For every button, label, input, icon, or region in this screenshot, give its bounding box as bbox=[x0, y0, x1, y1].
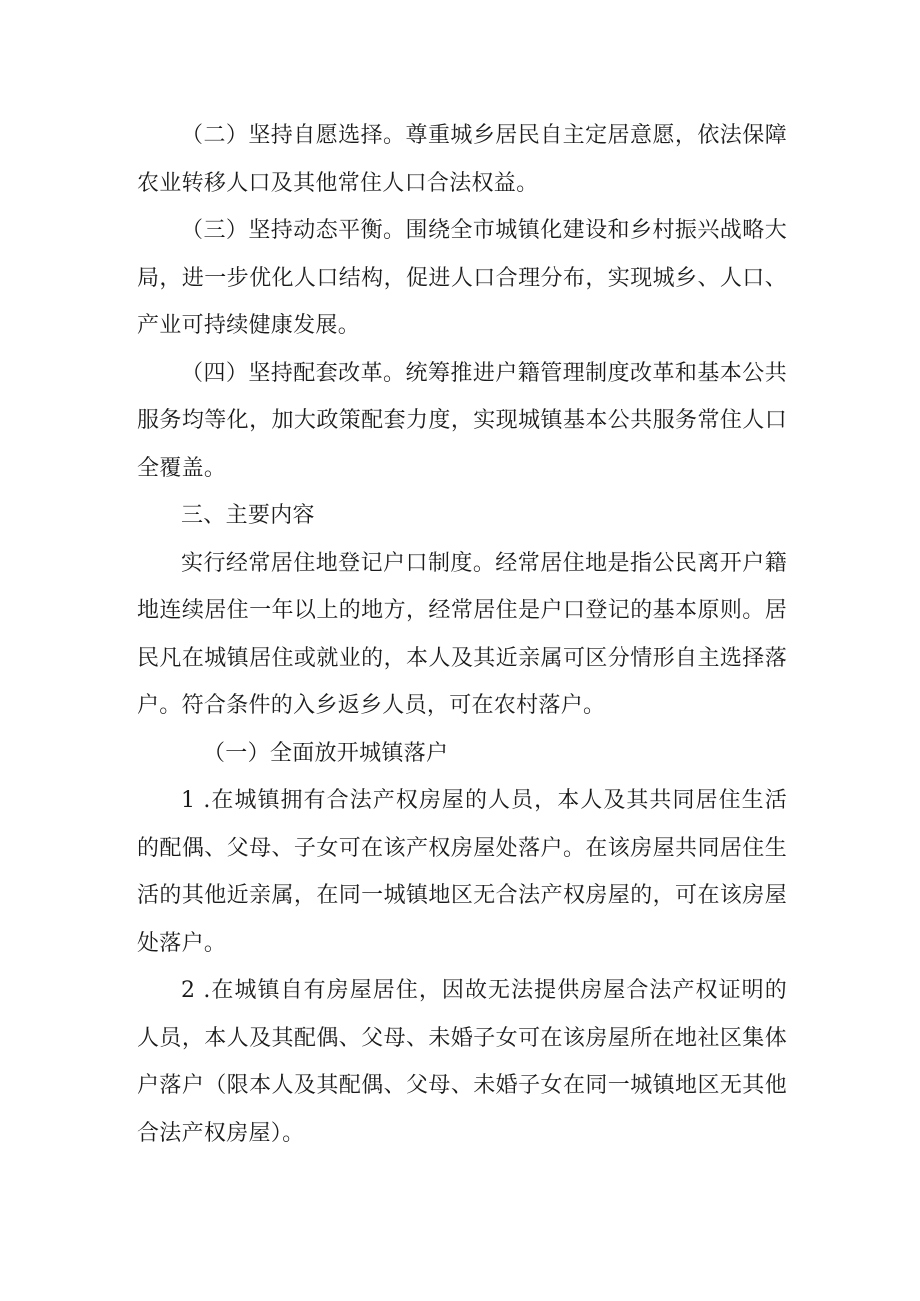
paragraph-principle-3: （三）坚持动态平衡。围绕全市城镇化建设和乡村振兴战略大局，进一步优化人口结构，促进人口合理分布，实现城乡、人口、产业可持续健康发展。 bbox=[137, 218, 787, 338]
section-heading-main-content: 三、主要内容 bbox=[181, 503, 315, 528]
paragraph-item-2: 2 .在城镇自有房屋居住，因故无法提供房屋合法产权证明的人员，本人及其配偶、父母、未婚子女可在该房屋所在地社区集体户落户（限本人及其配偶、父母、未婚子女在同一城镇地区无其他合法产权房屋）。 bbox=[137, 978, 787, 1146]
paragraph-item-1: 1 .在城镇拥有合法产权房屋的人员，本人及其共同居住生活的配偶、父母、子女可在该产权房屋处落户。在该房屋共同居住生活的其他近亲属，在同一城镇地区无合法产权房屋的，可在该房屋处落户。 bbox=[137, 788, 787, 956]
document-page bbox=[137, 112, 787, 1157]
paragraph-principle-2: （二）坚持自愿选择。尊重城乡居民自主定居意愿，依法保障农业转移人口及其他常住人口合法权益。 bbox=[137, 123, 787, 196]
subsection-heading-urban-settlement: （一）全面放开城镇落户 bbox=[203, 740, 449, 766]
paragraph-residence-registration: 实行经常居住地登记户口制度。经常居住地是指公民离开户籍地连续居住一年以上的地方，经常居住是户口登记的基本原则。居民凡在城镇居住或就业的，本人及其近亲属可区分情形自主选择落户。符合条件的入乡返乡人员，可在农村落户。 bbox=[137, 550, 787, 718]
paragraph-principle-4: （四）坚持配套改革。统筹推进户籍管理制度改革和基本公共服务均等化，加大政策配套力度，实现城镇基本公共服务常住人口全覆盖。 bbox=[137, 360, 787, 481]
